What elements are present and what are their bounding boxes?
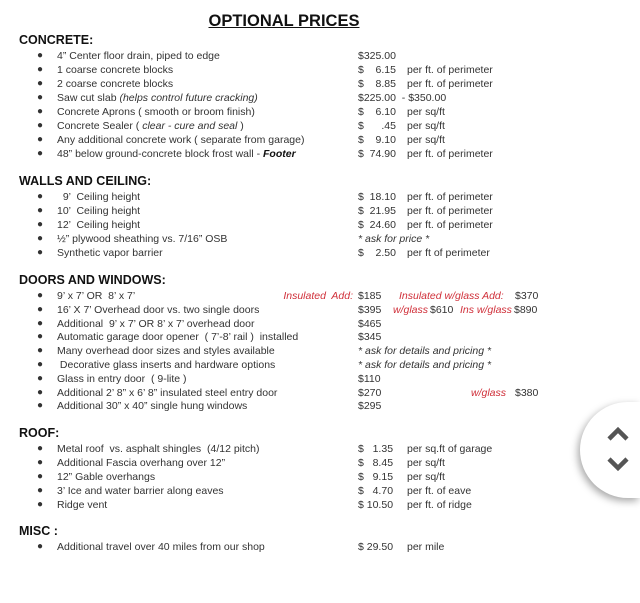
price-value: $ 8.45 (358, 457, 394, 469)
bullet-icon: ● (37, 106, 44, 117)
price-unit: per sq/ft (407, 106, 445, 118)
bullet-icon: ● (37, 359, 44, 370)
item-label (57, 442, 260, 456)
list-item (0, 232, 570, 246)
price-extra: $380 (515, 386, 539, 399)
item-text: Concrete Aprons ( smooth or broom finish) (57, 106, 255, 118)
item-label (57, 498, 107, 512)
item-text: Decorative glass inserts and hardware options (57, 359, 276, 371)
price-value: $ 24.60 (358, 219, 396, 231)
bullet-icon: ● (37, 345, 44, 357)
item-text: Synthetic vapor barrier (57, 247, 163, 259)
item-text: 2 coarse concrete blocks (57, 78, 174, 90)
price-value: $295 (358, 400, 382, 413)
price-value: $ 2.50 (358, 247, 396, 259)
item-label (57, 289, 135, 303)
price-value: $ 18.10 (358, 191, 396, 203)
item-label (57, 105, 255, 119)
price-value: $ 29.50 (358, 541, 394, 553)
item-text: Additional 9’ x 7’ OR 8’ x 7’ overhead door (57, 317, 255, 330)
bullet-icon: ● (37, 247, 44, 258)
item-text: Additional Fascia overhang over 12” (57, 457, 226, 469)
price-value: $ 74.90 (358, 148, 396, 160)
item-text: Ridge vent (57, 499, 108, 511)
item-label (57, 470, 155, 484)
price-unit: per ft of perimeter (407, 247, 490, 259)
bullet-icon: ● (37, 120, 44, 131)
price-value: $ 1.35 (358, 443, 394, 455)
item-text: 1 coarse concrete blocks (57, 64, 174, 76)
price-unit: per ft. of perimeter (407, 78, 493, 90)
price-value: $465 (358, 317, 382, 330)
section-heading: WALLS AND CEILING: (19, 174, 152, 188)
list-item (0, 386, 570, 400)
bullet-icon: ● (37, 64, 44, 75)
price-value: $ 9.15 (358, 471, 394, 483)
item-label (57, 456, 225, 470)
item-label (57, 119, 244, 133)
item-label (57, 232, 227, 246)
price-unit: per sq/ft (407, 471, 445, 483)
item-label (57, 399, 247, 413)
price-value: $345 (358, 331, 382, 344)
price-value: $325.00 (358, 50, 396, 62)
item-label (57, 190, 140, 204)
item-text: 10’ Ceiling height (57, 205, 141, 217)
item-label (57, 204, 140, 218)
price-note: * ask for details and pricing * (358, 359, 492, 371)
item-text: Footer (263, 148, 296, 160)
bullet-icon: ● (37, 205, 44, 216)
bullet-icon: ● (37, 148, 44, 159)
bullet-icon: ● (37, 499, 44, 510)
bullet-icon: ● (37, 400, 44, 412)
item-text: Automatic garage door opener ( 7’-8’ rail ) installed (57, 331, 299, 344)
bullet-icon: ● (37, 92, 44, 103)
list-item (0, 372, 570, 386)
list-item (0, 442, 570, 456)
list-item (0, 49, 570, 63)
price-value: $ 21.95 (358, 205, 396, 217)
item-text: Any additional concrete work ( separate from garage) (57, 134, 305, 146)
bullet-icon: ● (37, 219, 44, 230)
price-unit: per ft. of perimeter (407, 64, 493, 76)
item-text: Many overhead door sizes and styles available (57, 345, 275, 358)
item-label (57, 330, 298, 344)
list-item (0, 204, 570, 218)
price-note: * ask for price * (358, 233, 430, 245)
price-extra: w/glass (393, 303, 429, 316)
item-text: 3’ Ice and water barrier along eaves (57, 485, 224, 497)
list-item (0, 105, 570, 119)
item-label (57, 358, 275, 372)
item-text: Saw cut slab (57, 92, 120, 104)
item-text: Concrete Sealer ( (57, 120, 143, 132)
price-value: $110 (358, 372, 381, 385)
item-text: clear - cure and seal (142, 120, 238, 132)
list-item (0, 484, 570, 498)
price-value: $ 6.10 (358, 106, 396, 118)
chevron-up-icon[interactable] (605, 424, 631, 444)
item-text: 9’ x 7’ OR 8’ x 7’ (57, 290, 136, 302)
bullet-icon: ● (37, 331, 44, 343)
item-label (57, 303, 259, 317)
item-label (57, 484, 224, 498)
item-text: 4” Center floor drain, piped to edge (57, 50, 220, 62)
price-unit: per ft. of eave (407, 485, 472, 497)
price-value: $185 (358, 290, 382, 302)
bullet-icon: ● (37, 372, 44, 384)
price-value: $ 10.50 (358, 499, 394, 511)
list-item (0, 133, 570, 147)
list-item (0, 540, 570, 554)
price-note: * ask for details and pricing * (358, 345, 492, 358)
item-text: (helps control future cracking) (119, 92, 258, 104)
page-title: OPTIONAL PRICES (208, 12, 360, 30)
price-unit: per ft. of perimeter (407, 191, 493, 203)
bullet-icon: ● (37, 485, 44, 496)
item-label (57, 372, 187, 386)
list-item (0, 289, 570, 303)
item-label (57, 317, 254, 331)
item-label (57, 49, 220, 63)
list-item (0, 246, 570, 260)
item-label (57, 344, 275, 358)
item-text: 16’ X 7’ Overhead door vs. two single doors (57, 303, 260, 316)
bullet-icon: ● (37, 471, 44, 482)
item-text: 9’ Ceiling height (57, 191, 141, 203)
list-item (0, 358, 570, 372)
price-unit: per ft. of perimeter (407, 219, 493, 231)
list-item (0, 147, 570, 161)
list-item (0, 344, 570, 358)
bullet-icon: ● (37, 233, 44, 244)
item-label (57, 77, 173, 91)
list-item (0, 456, 570, 470)
section-heading: CONCRETE: (19, 33, 94, 47)
price-value: $ 4.70 (358, 485, 394, 497)
item-text: Additional 30” x 40” single hung windows (57, 400, 248, 413)
list-item (0, 77, 570, 91)
price-unit: per ft. of perimeter (407, 148, 493, 160)
price-extra: w/glass (471, 386, 507, 399)
bullet-icon: ● (37, 303, 44, 315)
item-text: Metal roof vs. asphalt shingles (4/12 pitch) (57, 443, 260, 455)
list-item (0, 498, 570, 512)
price-value: $ 6.15 (358, 64, 396, 76)
price-extra: $370 (515, 290, 539, 302)
price-extra: Ins w/glass (460, 303, 512, 316)
item-text: 12’ Ceiling height (57, 219, 141, 231)
bullet-icon: ● (37, 457, 44, 468)
price-value: $225.00 - $350.00 (358, 92, 447, 104)
item-label (57, 63, 173, 77)
item-text: Glass in entry door ( 9-lite ) (57, 372, 187, 385)
price-unit: per mile (407, 541, 445, 553)
item-label (57, 218, 140, 232)
list-item (0, 119, 570, 133)
price-value: $ 8.85 (358, 78, 396, 90)
bullet-icon: ● (37, 290, 44, 301)
item-text: 12” Gable overhangs (57, 471, 156, 483)
price-extra: $610 (430, 303, 454, 316)
list-item (0, 470, 570, 484)
bullet-icon: ● (37, 50, 44, 61)
item-label (57, 246, 163, 260)
list-item (0, 218, 570, 232)
item-text: 48” below ground-concrete block frost wall - (57, 148, 264, 160)
list-item (0, 317, 570, 331)
list-item (0, 303, 570, 317)
price-unit: per ft. of perimeter (407, 205, 493, 217)
chevron-down-icon[interactable] (605, 454, 631, 474)
price-value: $395 (358, 303, 382, 316)
bullet-icon: ● (37, 191, 44, 202)
bullet-icon: ● (37, 541, 44, 552)
section-heading: ROOF: (19, 426, 60, 440)
item-label (57, 91, 258, 105)
price-extra: $890 (514, 303, 538, 316)
item-text: Additional travel over 40 miles from our shop (57, 541, 265, 553)
bullet-icon: ● (37, 317, 44, 329)
list-item (0, 63, 570, 77)
item-text: Additional 2’ 8” x 6’ 8” insulated steel entry door (57, 386, 278, 399)
insulated-add-label: Insulated Add: (283, 290, 353, 302)
section-heading: MISC : (19, 524, 58, 538)
price-unit: per sq/ft (407, 134, 445, 146)
item-text: ½” plywood sheathing vs. 7/16” OSB (57, 233, 228, 245)
price-extra: Insulated w/glass Add: (399, 290, 504, 302)
list-item (0, 330, 570, 344)
item-label (57, 386, 277, 400)
price-unit: per sq/ft (407, 120, 445, 132)
item-label (57, 540, 265, 554)
price-unit: per sq/ft (407, 457, 445, 469)
list-item (0, 399, 570, 413)
price-value: $ .45 (358, 120, 396, 132)
item-label (57, 147, 296, 161)
price-unit: per sq.ft of garage (407, 443, 493, 455)
list-item (0, 190, 570, 204)
price-value: $270 (358, 386, 382, 399)
price-value: $ 9.10 (358, 134, 396, 146)
bullet-icon: ● (37, 78, 44, 89)
bullet-icon: ● (37, 134, 44, 145)
item-text: ) (237, 120, 244, 132)
bullet-icon: ● (37, 386, 44, 398)
bullet-icon: ● (37, 443, 44, 454)
price-unit: per ft. of ridge (407, 499, 472, 511)
section-heading: DOORS AND WINDOWS: (19, 273, 166, 287)
item-label (57, 133, 304, 147)
list-item (0, 91, 570, 105)
scroll-widget[interactable] (580, 402, 640, 498)
